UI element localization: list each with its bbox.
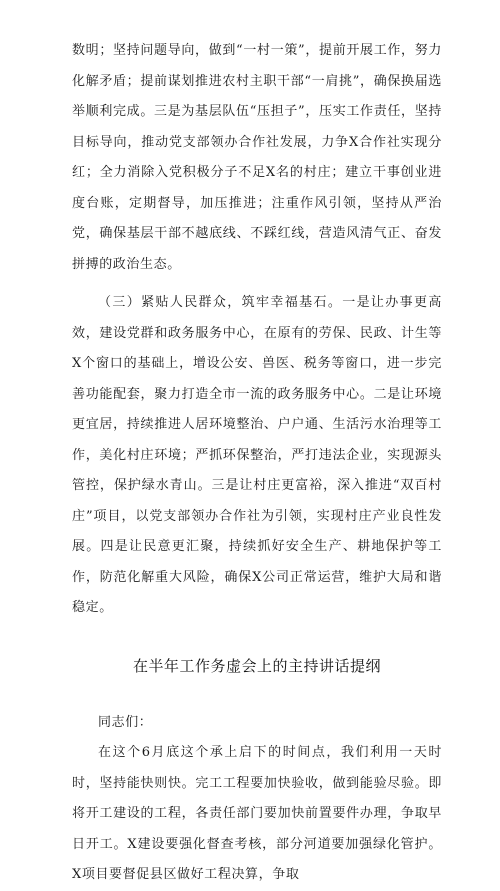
salutation: 同志们： bbox=[98, 714, 153, 730]
body-paragraph: （三）紧贴人民群众，筑牢幸福基石。一是让办事更高效，建设党群和政务服务中心，在原有的劳保、民政、计生等X个窗口的基础上，增设公安、兽医、税务等窗口，进一步完善功能配套，聚力打造全市一流的政务服务中心。二是让环境更宜居，持续推进人居环境整治、户户通、生活污水治理等工作，美化村庄环境；严抓环保整治，严打违法企业，实现源头管控，保护绿水青山。三是让村庄更富裕，深入推进“双百村庄”项目，以党支部领办合作社为引领，实现村庄产业良性发展。四是让民意更汇聚，持续抓好安全生产、耕地保护等工作，防范化解重大风险，确保X公司正常运营，维护大局和谐稳定。 bbox=[72, 295, 442, 615]
body-paragraph: 在这个6月底这个承上启下的时间点，我们利用一天时时，坚持能快则快。完工工程要加快验收，做到能验尽验。即将开工建设的工程，各责任部门要加快前置要件办理，争取早日开工。X建设要强化督查考核，部分河道要加强绿化管护。X项目要督促县区做好工程决算，争取 bbox=[72, 745, 442, 882]
body-paragraph: 数明；坚持问题导向，做到“一村一策”，提前开展工作，努力化解矛盾；提前谋划推进农村主职干部“一肩挑”，确保换届选举顺利完成。三是为基层队伍“压担子”，压实工作责任，坚持目标导向，推动党支部领办合作社发展，力争X合作社实现分红；全力消除入党积极分子不足X名的村庄；建立干事创业进度台账，定期督导，加压推进；注重作风引领，坚持从严治党，确保基层干部不越底线、不踩红线，营造风清气正、奋发拼搏的政治生态。 bbox=[72, 43, 442, 272]
section-heading: 在半年工作务虚会上的主持讲话提纲 bbox=[132, 656, 381, 675]
